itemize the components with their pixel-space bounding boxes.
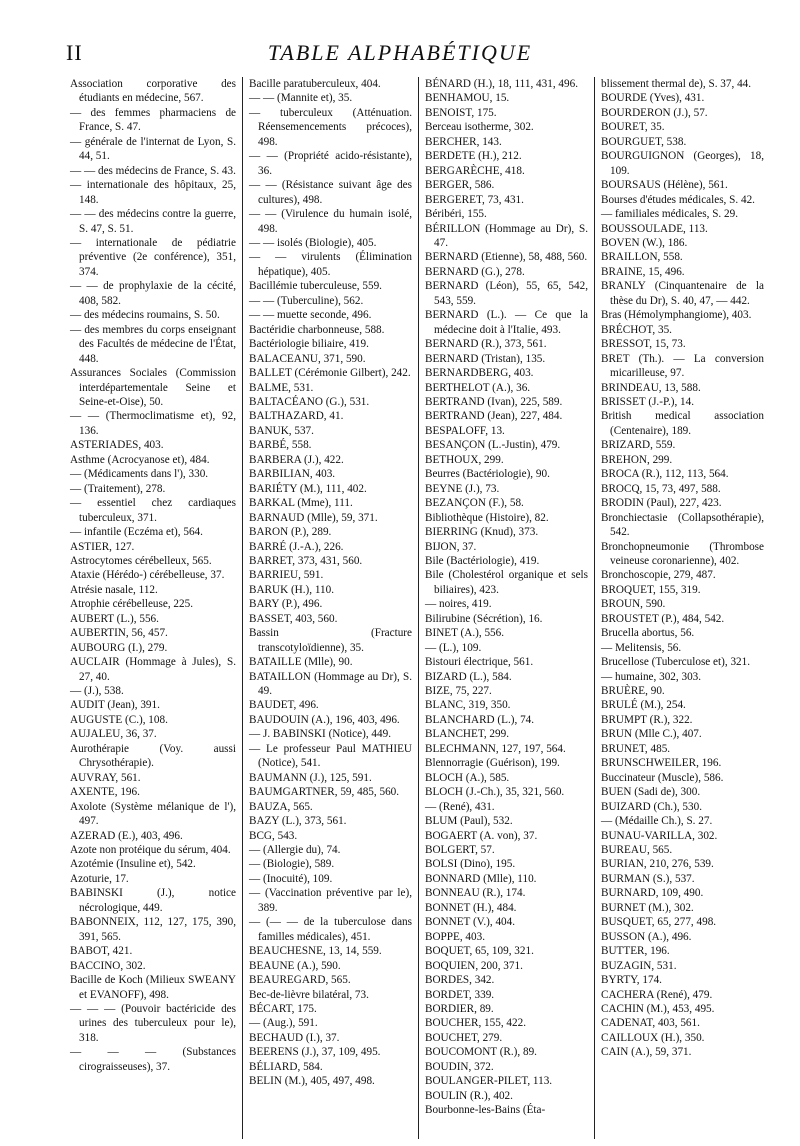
index-column-1 <box>66 77 242 1139</box>
index-entry: BÉNARD (H.), 18, 111, 431, 496. <box>425 78 578 90</box>
index-entry: BOGAERT (A. von), 37. <box>425 829 538 842</box>
index-entry: BROCA (R.), 112, 113, 564. <box>601 468 729 481</box>
index-entry: British medical association (Centenaire), 189. <box>601 410 764 437</box>
index-entry: BEAUNE (A.), 590. <box>249 959 341 972</box>
index-entry: — — (Virulence du humain isolé, 498. <box>249 208 412 235</box>
index-entry: BRANLY (Cinquantenaire de la thèse du Dr), S. 40, 47, — 442. <box>601 280 764 307</box>
index-entry: BATAILLON (Hommage au Dr), S. 49. <box>249 670 412 698</box>
index-entry: BRESSOT, 15, 73. <box>601 338 686 351</box>
index-entry: BRISSET (J.-P.), 14. <box>601 395 695 408</box>
index-entry: BABOT, 421. <box>70 945 133 958</box>
index-entry: BINET (A.), 556. <box>425 627 505 640</box>
index-entry: BRAINE, 15, 496. <box>601 265 685 278</box>
index-entry: BERNARD (L.). — Ce que la médecine doit à l'Italie, 493. <box>425 309 588 336</box>
index-entry: BAUDOUIN (A.), 196, 403, 496. <box>249 713 400 726</box>
index-entry: — (René), 431. <box>425 800 495 813</box>
index-entry: BROCQ, 15, 73, 497, 588. <box>601 482 721 495</box>
index-entry: BERGERET, 73, 431. <box>425 193 524 206</box>
index-entry: Bacille de Koch (Milieux SWEANY et EVANOFF), 498. <box>70 974 236 1001</box>
index-entry: BANUK, 537. <box>249 424 314 437</box>
index-entry: BOLSI (Dino), 195. <box>425 858 516 871</box>
index-entry: BALTHAZARD, 41. <box>249 410 344 423</box>
index-entry: BESANÇON (L.-Justin), 479. <box>425 439 561 452</box>
index-entry: CACHERA (René), 479. <box>601 988 713 1001</box>
index-entry: BOQUET, 65, 109, 321. <box>425 945 534 958</box>
index-entry: Brucellose (Tuberculose et), 321. <box>601 656 751 669</box>
index-entry: Ataxie (Hérédo-) cérébelleuse, 37. <box>70 569 225 582</box>
index-entry: BOPPE, 403. <box>425 930 485 943</box>
index-entry: BERGER, 586. <box>425 179 495 192</box>
index-entry: BERNARD (R.), 373, 561. <box>425 338 547 351</box>
index-entry: — internationale des hôpitaux, 25, 148. <box>70 179 236 206</box>
index-entry: BUEN (Sadi de), 300. <box>601 786 701 799</box>
index-entry: CAILLOUX (H.), 350. <box>601 1031 705 1044</box>
index-entry: — (Inocuité), 109. <box>249 872 333 885</box>
index-entry: BACCINO, 302. <box>70 959 146 972</box>
index-entry: AUBOURG (I.), 279. <box>70 641 168 654</box>
index-entry: — (J.), 538. <box>70 685 124 698</box>
index-entry: BENHAMOU, 15. <box>425 92 510 105</box>
index-entry: Bourbonne-les-Bains (Éta- <box>425 1104 546 1117</box>
index-entry: Bile (Cholestérol organique et sels biliaires), 423. <box>425 569 588 596</box>
index-entry: BUSSON (A.), 496. <box>601 930 692 943</box>
index-entry: BUREAU, 565. <box>601 844 673 857</box>
index-entry: — des femmes pharmaciens de France, S. 47. <box>70 106 236 134</box>
index-entry: — infantile (Eczéma et), 564. <box>70 526 203 539</box>
index-entry: BRÉCHOT, 35. <box>601 323 672 336</box>
index-entry: BAUMANN (J.), 125, 591. <box>249 771 372 784</box>
page-header <box>0 0 800 80</box>
index-entry: Berceau isotherme, 302. <box>425 121 534 134</box>
index-entry: BLUM (Paul), 532. <box>425 815 513 828</box>
index-entry: BOLGERT, 57. <box>425 844 495 857</box>
index-entry: BEZANÇON (F.), 58. <box>425 497 524 510</box>
index-entry: BERCHER, 143. <box>425 135 502 148</box>
index-entry: — tuberculeux (Atténuation. Réensemencements précoces), 498. <box>249 106 412 148</box>
index-entry: BRET (Th.). — La conversion micarilleuse, 97. <box>601 352 764 380</box>
index-entry: — (L.), 109. <box>425 641 482 654</box>
index-entry: BALME, 531. <box>249 381 314 394</box>
index-entry: Atrophie cérébelleuse, 225. <box>70 598 194 611</box>
index-entry: — — — (Substances cirograisseuses), 37. <box>70 1046 236 1073</box>
index-entry: Béribéri, 155. <box>425 208 487 221</box>
index-entry: BUSQUET, 65, 277, 498. <box>601 916 717 929</box>
index-entry: BARRÉ (J.-A.), 226. <box>249 540 344 553</box>
index-column-2 <box>242 77 418 1139</box>
index-entry: BOUCHET, 279. <box>425 1031 503 1044</box>
index-entry: — familiales médicales, S. 29. <box>601 208 739 221</box>
index-entry: BARNAUD (Mlle), 59, 371. <box>249 511 378 524</box>
index-entry: BLECHMANN, 127, 197, 564. <box>425 742 566 755</box>
index-entry: BARBERA (J.), 422. <box>249 453 344 466</box>
index-entry: Bilirubine (Sécrétion), 16. <box>425 612 543 625</box>
index-entry: BAUMGARTNER, 59, 485, 560. <box>249 786 400 799</box>
index-entry: BERNARDBERG, 403. <box>425 367 534 380</box>
index-entry: BELIN (M.), 405, 497, 498. <box>249 1075 375 1088</box>
index-entry: — (— — de la tuberculose dans familles médicales), 451. <box>249 916 412 943</box>
index-entry: BERTHELOT (A.), 36. <box>425 381 531 394</box>
index-entry: Aurothérapie (Voy. aussi Chrysothérapie). <box>70 742 236 770</box>
index-entry: BETHOUX, 299. <box>425 453 504 466</box>
index-entry: Bistouri électrique, 561. <box>425 656 534 669</box>
index-entry: — (Médaille Ch.), S. 27. <box>601 815 713 828</box>
index-entry: BONNEAU (R.), 174. <box>425 887 526 900</box>
index-entry: — J. BABINSKI (Notice), 449. <box>249 728 392 741</box>
index-entry: Astrocytomes cérébelleux, 565. <box>70 554 212 567</box>
index-entry: Bras (Hémolymphangiome), 403. <box>601 309 752 322</box>
index-entry: — Melitensis, 56. <box>601 641 682 654</box>
index-entry: BROUN, 590. <box>601 598 666 611</box>
index-entry: BONNARD (Mlle), 110. <box>425 872 537 885</box>
index-entry: BRINDEAU, 13, 588. <box>601 381 701 394</box>
index-entry: BARY (P.), 496. <box>249 598 323 611</box>
index-entry: — (Aug.), 591. <box>249 1017 318 1030</box>
index-entry: BRUÈRE, 90. <box>601 685 665 698</box>
index-entry: BRULÉ (M.), 254. <box>601 699 686 712</box>
index-entry: — — des médecins de France, S. 43. <box>70 164 236 177</box>
index-entry: Bronchiectasie (Collapsothérapie), 542. <box>601 511 764 539</box>
index-entry: BATAILLE (Mlle), 90. <box>249 656 353 669</box>
index-entry: Azoturie, 17. <box>70 872 129 885</box>
index-entry: BIZARD (L.), 584. <box>425 670 512 683</box>
index-entry: AUDIT (Jean), 391. <box>70 699 160 712</box>
index-entry: — — de prophylaxie de la cécité, 408, 582. <box>70 280 236 307</box>
page-title: TABLE ALPHABÉTIQUE <box>267 40 533 65</box>
index-entry: BARRIEU, 591. <box>249 569 324 582</box>
index-entry: BOULANGER-PILET, 113. <box>425 1075 553 1088</box>
index-entry: Brucella abortus, 56. <box>601 627 695 640</box>
index-entry: BABONNEIX, 112, 127, 175, 390, 391, 565. <box>70 916 236 943</box>
index-entry: BCG, 543. <box>249 829 298 842</box>
index-entry: BORDIER, 89. <box>425 1003 494 1015</box>
index-entry: BERTRAND (Ivan), 225, 589. <box>425 395 563 408</box>
index-entry: ASTIER, 127. <box>70 540 135 553</box>
index-entry: BROQUET, 155, 319. <box>601 583 701 596</box>
index-entry: BARON (P.), 289. <box>249 526 332 539</box>
index-entry: BEERENS (J.), 37, 109, 495. <box>249 1046 381 1059</box>
index-entry: BOURGUET, 538. <box>601 135 687 148</box>
index-entry: Bactériologie biliaire, 419. <box>249 338 369 351</box>
index-entry: — — muette seconde, 496. <box>249 309 372 322</box>
index-column-3 <box>418 77 594 1139</box>
index-entry: ASTERIADES, 403. <box>70 439 164 452</box>
index-entry: BURIAN, 210, 276, 539. <box>601 858 714 871</box>
index-entry: Bourses d'études médicales, S. 42. <box>601 193 755 206</box>
index-entry: CADENAT, 403, 561. <box>601 1017 700 1030</box>
index-entry: BERGARÈCHE, 418. <box>425 164 525 177</box>
index-entry: BRUNSCHWEILER, 196. <box>601 757 722 770</box>
index-entry: BUZAGIN, 531. <box>601 959 677 972</box>
index-entry: — (Traitement), 278. <box>70 482 166 495</box>
index-entry: AUBERT (L.), 556. <box>70 612 159 625</box>
index-entry: BIJON, 37. <box>425 540 477 553</box>
index-entry: Bronchopneumonie (Thrombose veineuse coronarienne), 402. <box>601 540 764 567</box>
index-entry: BLANC, 319, 350. <box>425 699 511 712</box>
index-entry: BARUK (H.), 110. <box>249 583 335 596</box>
index-entry: BLOCH (J.-Ch.), 35, 321, 560. <box>425 786 565 799</box>
index-entry: Beurres (Bactériologie), 90. <box>425 468 550 481</box>
index-entry: BRUMPT (R.), 322. <box>601 713 693 726</box>
index-entry: BOUCHER, 155, 422. <box>425 1017 527 1030</box>
index-entry: BRAILLON, 558. <box>601 251 683 264</box>
index-entry: BIZE, 75, 227. <box>425 685 492 698</box>
index-entry: — — des médecins contre la guerre, S. 47, S. 51. <box>70 208 236 235</box>
index-entry: BOURSAUS (Hélène), 561. <box>601 179 728 192</box>
index-entry: — — (Thermoclimatisme et), 92, 136. <box>70 410 236 437</box>
index-entry: BEAUREGARD, 565. <box>249 974 351 987</box>
index-entry: BALACEANU, 371, 590. <box>249 352 366 365</box>
index-entry: BARKAL (Mme), 111. <box>249 497 353 510</box>
index-entry: Bacille paratuberculeux, 404. <box>249 78 381 90</box>
index-entry: BEYNE (J.), 73. <box>425 482 500 495</box>
index-entry: — générale de l'internat de Lyon, S. 44, 51. <box>70 135 236 163</box>
index-entry: BUTTER, 196. <box>601 945 670 958</box>
index-entry: — — virulents (Élimination hépatique), 405. <box>249 251 412 278</box>
index-entry: Atrésie nasale, 112. <box>70 583 158 596</box>
index-entry: — des médecins roumains, S. 50. <box>70 309 220 322</box>
index-entry: Buccinateur (Muscle), 586. <box>601 771 724 784</box>
index-entry: BALLET (Cérémonie Gilbert), 242. <box>249 367 411 380</box>
index-entry: BAUZA, 565. <box>249 800 313 813</box>
index-entry: BAZY (L.), 373, 561. <box>249 815 347 828</box>
index-entry: CACHIN (M.), 453, 495. <box>601 1003 715 1015</box>
index-entry: BLANCHET, 299. <box>425 728 510 741</box>
index-entry: BESPALOFF, 13. <box>425 424 505 437</box>
index-entry: — (Vaccination préventive par le), 389. <box>249 887 412 914</box>
page-number: II <box>66 40 83 65</box>
index-entry: — des membres du corps enseignant des Facultés de médecine de l'État, 448. <box>70 323 236 365</box>
index-entry: BYRTY, 174. <box>601 974 662 987</box>
index-entry: BARBÉ, 558. <box>249 439 312 452</box>
index-entry: BLANCHARD (L.), 74. <box>425 713 535 726</box>
index-entry: BENOIST, 175. <box>425 106 497 119</box>
index-entry: BRIZARD, 559. <box>601 439 676 452</box>
index-entry: Bassin (Fracture transcotyloïdienne), 35. <box>249 627 412 654</box>
index-entry: BOULIN (R.), 402. <box>425 1089 513 1102</box>
index-entry: — — isolés (Biologie), 405. <box>249 236 377 249</box>
index-entry: Bibliothèque (Histoire), 82. <box>425 511 549 524</box>
index-entry: BABINSKI (J.), notice nécrologique, 449. <box>70 887 236 914</box>
index-entry: BURMAN (S.), 537. <box>601 872 695 885</box>
index-entry: BARRET, 373, 431, 560. <box>249 554 363 567</box>
index-entry: — Le professeur Paul MATHIEU (Notice), 541. <box>249 742 412 770</box>
index-entry: BONNET (H.), 484. <box>425 901 517 914</box>
index-entry: Bactéridie charbonneuse, 588. <box>249 323 385 336</box>
index-entry: BALTACÉANO (G.), 531. <box>249 395 370 408</box>
index-entry: AZERAD (E.), 403, 496. <box>70 829 183 842</box>
index-entry: AUVRAY, 561. <box>70 771 141 784</box>
index-entry: — (Biologie), 589. <box>249 858 335 871</box>
index-entry: — internationale de pédiatrie préventive (2e conférence), 351, 374. <box>70 236 236 278</box>
index-entry: — — (Propriété acido-résistante), 36. <box>249 150 412 177</box>
index-entry: BOURDERON (J.), 57. <box>601 106 708 119</box>
index-entry: BOUDIN, 372. <box>425 1060 494 1073</box>
index-entry: AXENTE, 196. <box>70 786 140 799</box>
index-entry: Blennorragie (Guérison), 199. <box>425 757 560 770</box>
index-entry: BÉCART, 175. <box>249 1003 317 1015</box>
index-entry: BORDES, 342. <box>425 974 495 987</box>
index-entry: BOURET, 35. <box>601 121 665 134</box>
index-entry: BORDET, 339. <box>425 988 495 1001</box>
index-entry: BUNAU-VARILLA, 302. <box>601 829 718 842</box>
index-entry: Bec-de-lièvre bilatéral, 73. <box>249 988 369 1001</box>
index-entry: BERDETE (H.), 212. <box>425 150 522 163</box>
index-entry: — noires, 419. <box>425 598 492 611</box>
index-entry: BEAUCHESNE, 13, 14, 559. <box>249 945 382 958</box>
index-entry: BOQUIEN, 200, 371. <box>425 959 523 972</box>
index-entry: BRODIN (Paul), 227, 423. <box>601 497 722 510</box>
index-entry: BASSET, 403, 560. <box>249 612 338 625</box>
index-entry: Assurances Sociales (Commission interdépartementale Seine et Seine-et-Oise), 50. <box>70 367 236 408</box>
index-entry: Azotémie (Insuline et), 542. <box>70 858 196 871</box>
index-entry: BROUSTET (P.), 484, 542. <box>601 612 725 625</box>
index-entry: — (Médicaments dans l'), 330. <box>70 468 209 481</box>
index-entry: — — (Tuberculine), 562. <box>249 294 364 307</box>
index-entry: BOUSSOULADE, 113. <box>601 222 708 235</box>
index-entry: AUCLAIR (Hommage à Jules), S. 27, 40. <box>70 656 236 683</box>
index-entry: BREHON, 299. <box>601 453 673 466</box>
index-entry: Association corporative des étudiants en médecine, 567. <box>70 78 236 105</box>
index-entry: blissement thermal de), S. 37, 44. <box>601 78 752 90</box>
index-entry: — essentiel chez cardiaques tuberculeux, 371. <box>70 497 236 524</box>
index-entry: BARIÉTY (M.), 111, 402. <box>249 482 367 495</box>
index-entry: — — (Résistance suivant âge des cultures), 498. <box>249 179 412 206</box>
index-entry: BOURDE (Yves), 431. <box>601 92 705 105</box>
index-column-4 <box>594 77 770 1139</box>
index-entry: — — (Mannite et), 35. <box>249 92 353 105</box>
index-entry: Bacillémie tuberculeuse, 559. <box>249 280 382 293</box>
index-columns <box>66 77 772 1139</box>
index-entry: — humaine, 302, 303. <box>601 670 702 683</box>
index-entry: BERNARD (Léon), 55, 65, 542, 543, 559. <box>425 280 588 307</box>
index-entry: BÉRILLON (Hommage au Dr), S. 47. <box>425 222 588 249</box>
index-entry: BUIZARD (Ch.), 530. <box>601 800 702 813</box>
index-entry: BAUDET, 496. <box>249 699 319 712</box>
index-entry: Asthme (Acrocyanose et), 484. <box>70 453 210 466</box>
index-entry: Axolote (Système mélanique de l'), 497. <box>70 800 236 828</box>
index-entry: BRUNET, 485. <box>601 742 671 755</box>
index-entry: BURNET (M.), 302. <box>601 901 694 914</box>
index-entry: Bronchoscopie, 279, 487. <box>601 569 716 582</box>
index-entry: BERNARD (Tristan), 135. <box>425 352 546 365</box>
index-entry: BOURGUIGNON (Georges), 18, 109. <box>601 150 764 177</box>
index-entry: BARBILIAN, 403. <box>249 468 336 481</box>
index-entry: AUJALEU, 36, 37. <box>70 728 157 741</box>
index-entry: BURNARD, 109, 490. <box>601 887 704 900</box>
index-entry: BERTRAND (Jean), 227, 484. <box>425 410 563 423</box>
index-entry: AUGUSTE (C.), 108. <box>70 713 168 726</box>
index-entry: BRUN (Mlle C.), 407. <box>601 728 702 741</box>
index-entry: — — — (Pouvoir bactéricide des urines des tuberculeux pour le), 318. <box>70 1003 236 1044</box>
index-entry: Bile (Bactériologie), 419. <box>425 554 540 567</box>
index-entry: BIERRING (Knud), 373. <box>425 526 539 539</box>
index-entry: BLOCH (A.), 585. <box>425 771 510 784</box>
index-entry: — (Allergie du), 74. <box>249 844 341 857</box>
index-entry: BERNARD (G.), 278. <box>425 265 525 278</box>
index-entry: Azote non protéique du sérum, 404. <box>70 844 231 857</box>
index-entry: BONNET (V.), 404. <box>425 916 516 929</box>
index-entry: CAIN (A.), 59, 371. <box>601 1046 692 1059</box>
index-entry: AUBERTIN, 56, 457. <box>70 627 168 640</box>
index-entry: BERNARD (Etienne), 58, 488, 560. <box>425 251 588 264</box>
index-entry: BOUCOMONT (R.), 89. <box>425 1046 537 1059</box>
index-entry: BOVEN (W.), 186. <box>601 236 688 249</box>
index-entry: BECHAUD (I.), 37. <box>249 1031 340 1044</box>
index-entry: BÉLIARD, 584. <box>249 1060 323 1073</box>
